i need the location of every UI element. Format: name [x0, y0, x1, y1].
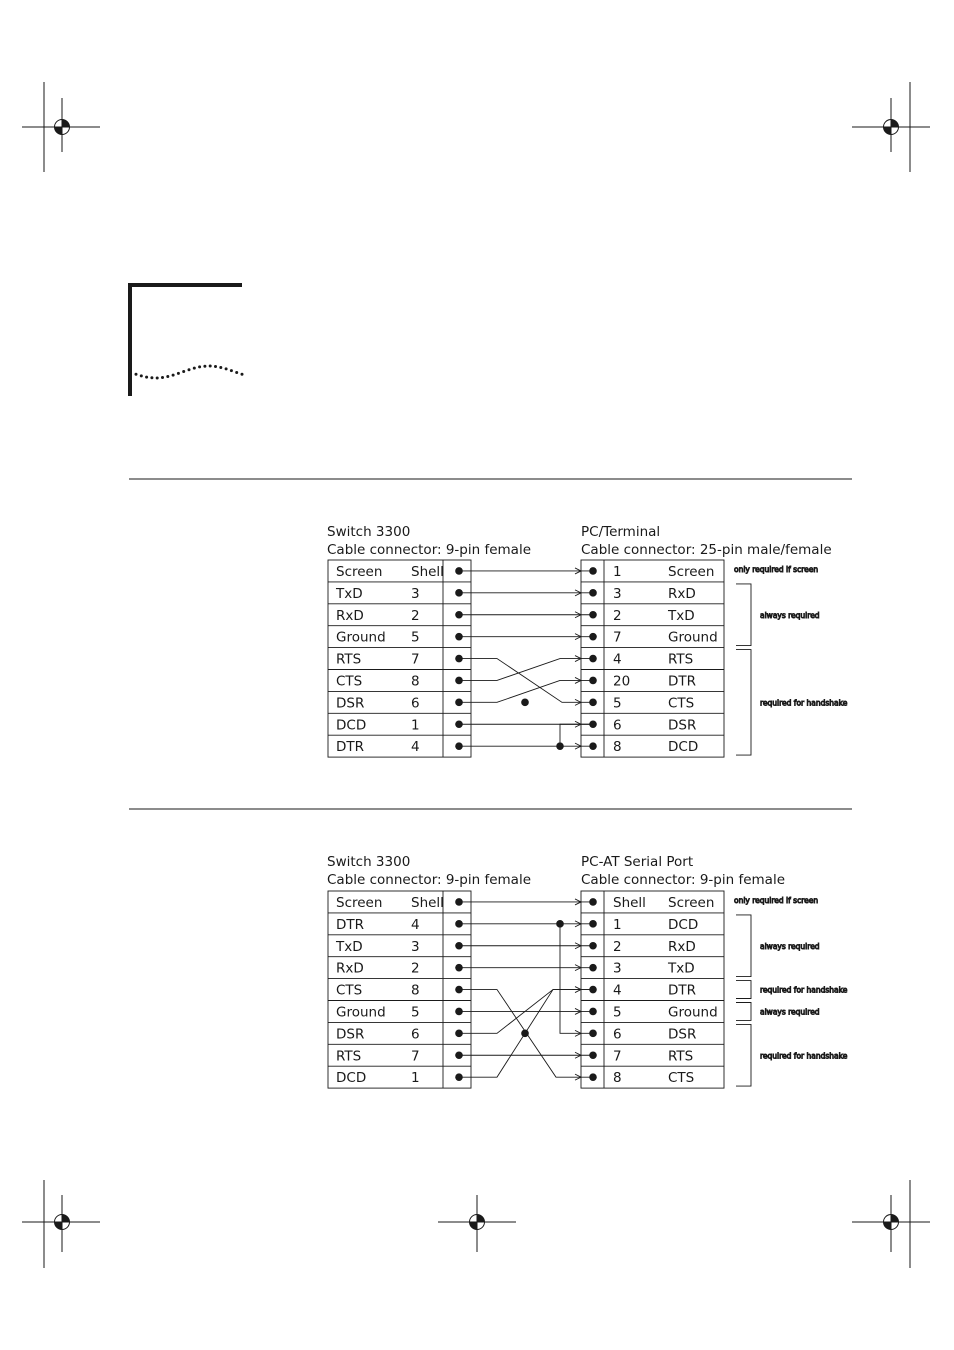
left-signal-label: RxD	[336, 960, 364, 977]
requirement-note: only required if screen	[734, 565, 819, 574]
left-signal-label: Ground	[336, 1004, 386, 1021]
left-pin-label: 7	[411, 651, 420, 668]
right-pin-label: 7	[613, 1048, 622, 1065]
right-pin-label: 6	[613, 1026, 622, 1043]
right-signal-label: DTR	[668, 673, 697, 690]
left-pin-label: Shell	[411, 894, 444, 911]
right-pin-label: 1	[613, 916, 622, 933]
left-connector-subtitle: Cable connector: 9-pin female	[327, 542, 532, 558]
right-pin-label: 6	[613, 717, 622, 734]
left-pin-label: 1	[411, 717, 420, 734]
left-signal-label: TxD	[336, 938, 363, 955]
table-row	[336, 1004, 420, 1020]
right-connector-table	[581, 560, 724, 757]
right-pin-label: 4	[613, 651, 622, 668]
table-row	[336, 895, 444, 911]
pin-dot	[455, 611, 463, 619]
wire	[459, 659, 593, 681]
table-row	[336, 564, 444, 580]
junction-dot	[521, 1030, 529, 1038]
right-connector-table	[581, 891, 724, 1088]
pin-dot	[455, 964, 463, 972]
pin-dot	[589, 655, 597, 663]
pinout-diagram-2	[327, 854, 848, 1088]
left-signal-label: DTR	[336, 739, 365, 756]
table-row	[613, 630, 718, 646]
table-row	[613, 961, 695, 977]
junction-dot	[556, 742, 564, 750]
left-signal-label: CTS	[336, 673, 363, 690]
wave-dot	[209, 365, 212, 368]
table-row	[613, 1004, 718, 1020]
wave-dot	[188, 368, 191, 371]
pin-dot	[589, 1073, 597, 1081]
table-row	[613, 895, 714, 911]
table-row	[336, 608, 420, 624]
right-signal-label: TxD	[668, 960, 695, 977]
table-row	[336, 1048, 420, 1064]
junction-dot	[521, 699, 529, 707]
table-row	[336, 673, 420, 689]
pin-dot	[455, 1008, 463, 1016]
wave-dot	[214, 365, 217, 368]
requirement-bracket	[736, 915, 751, 977]
pin-dot	[589, 920, 597, 928]
wave-dot	[241, 373, 244, 376]
left-pin-label: 5	[411, 1004, 420, 1021]
table-row	[336, 961, 420, 977]
wave-dot	[161, 376, 164, 379]
right-pin-label: 1	[613, 563, 622, 580]
requirement-note: always required	[760, 1007, 820, 1017]
right-pin-label: 7	[613, 629, 622, 646]
table-row	[336, 652, 420, 668]
right-pin-label: 2	[613, 938, 622, 955]
table-row	[613, 1070, 694, 1086]
pin-dot	[455, 655, 463, 663]
pin-dot	[589, 942, 597, 950]
table-row	[336, 739, 420, 755]
right-pin-label: 3	[613, 960, 622, 977]
table-row	[613, 1048, 693, 1064]
registration-marks	[22, 82, 930, 1268]
table-row	[613, 1026, 696, 1042]
right-signal-label: RxD	[668, 585, 696, 602]
pin-dot	[589, 964, 597, 972]
requirement-note: always required	[760, 610, 820, 620]
left-pin-label: 6	[411, 695, 420, 712]
wave-dot	[225, 367, 228, 370]
right-signal-label: DSR	[668, 1026, 697, 1043]
wave-dot	[140, 374, 143, 377]
right-pin-label: 5	[613, 695, 622, 712]
requirement-bracket	[736, 650, 751, 756]
table-row	[336, 1026, 420, 1042]
left-pin-label: 3	[411, 938, 420, 955]
pin-dot	[455, 920, 463, 928]
pin-dot	[589, 1008, 597, 1016]
wave-dot	[203, 365, 206, 368]
left-pin-label: 8	[411, 982, 420, 999]
pin-dot	[589, 986, 597, 994]
left-signal-label: DTR	[336, 916, 365, 933]
right-signal-label: TxD	[668, 607, 695, 624]
pin-dot	[455, 677, 463, 685]
left-signal-label: DCD	[336, 717, 367, 734]
table-row	[613, 695, 694, 711]
requirement-bracket	[736, 981, 751, 999]
requirement-note: required for handshake	[760, 985, 848, 995]
left-pin-label: 1	[411, 1070, 420, 1087]
right-signal-label: CTS	[668, 695, 695, 712]
requirement-note: required for handshake	[760, 698, 848, 708]
pin-dot	[455, 1073, 463, 1081]
right-signal-label: Ground	[668, 1004, 718, 1021]
right-pin-label: 20	[613, 673, 631, 690]
table-row	[613, 652, 693, 668]
table-row	[613, 564, 714, 580]
right-signal-label: DTR	[668, 982, 697, 999]
pin-dot	[455, 720, 463, 728]
wave-dot	[198, 365, 201, 368]
pin-dot	[455, 1051, 463, 1059]
left-signal-label: RTS	[336, 651, 362, 668]
wave-dot	[193, 367, 196, 370]
table-row	[336, 630, 420, 646]
right-signal-label: RTS	[668, 1048, 694, 1065]
right-pin-label: 8	[613, 739, 622, 756]
left-signal-label: TxD	[336, 585, 363, 602]
right-connector-subtitle: Cable connector: 9-pin female	[581, 872, 786, 888]
wave-dot	[172, 374, 175, 377]
table-row	[335, 586, 420, 602]
pin-dot	[589, 720, 597, 728]
left-signal-label: DSR	[336, 1026, 365, 1043]
wave-dot	[230, 369, 233, 372]
pinout-diagram-1	[327, 524, 848, 757]
left-signal-label: CTS	[336, 982, 363, 999]
table-row	[613, 586, 696, 602]
table-row	[336, 695, 420, 711]
wave-dot	[166, 375, 169, 378]
left-pin-label: 4	[411, 739, 420, 756]
wave-dot	[177, 372, 180, 375]
table-row	[336, 1070, 420, 1086]
table-row	[335, 939, 420, 955]
table-row	[613, 917, 698, 933]
left-signal-label: RxD	[336, 607, 364, 624]
right-signal-label: Screen	[668, 563, 715, 580]
pin-dot	[589, 742, 597, 750]
requirement-note: required for handshake	[760, 1051, 848, 1061]
requirement-note: always required	[760, 941, 820, 951]
right-pin-label: 5	[613, 1004, 622, 1021]
right-pin-label: 3	[613, 585, 622, 602]
pin-dot	[455, 567, 463, 575]
pin-dot	[455, 986, 463, 994]
left-signal-label: Screen	[336, 563, 383, 580]
right-signal-label: RTS	[668, 651, 694, 668]
table-row	[336, 717, 420, 733]
right-signal-label: DCD	[668, 916, 699, 933]
pin-dot	[455, 633, 463, 641]
right-signal-label: CTS	[668, 1070, 695, 1087]
wave-dot	[182, 370, 185, 373]
pin-dot	[589, 633, 597, 641]
right-signal-label: RxD	[668, 938, 696, 955]
right-signal-label: DCD	[668, 739, 699, 756]
left-pin-label: 7	[411, 1048, 420, 1065]
requirement-bracket	[736, 1003, 751, 1021]
pin-dot	[589, 567, 597, 575]
pin-dot	[589, 589, 597, 597]
pin-dot	[455, 699, 463, 707]
left-pin-label: 6	[411, 1026, 420, 1043]
wave-dot	[219, 366, 222, 369]
table-row	[336, 983, 420, 999]
left-signal-label: Screen	[336, 894, 383, 911]
left-pin-label: 4	[411, 916, 420, 933]
left-pin-label: 2	[411, 607, 420, 624]
right-connector-title: PC-AT Serial Port	[581, 854, 694, 870]
chapter-corner-decoration	[128, 283, 242, 396]
table-row	[613, 983, 696, 999]
left-connector-title: Switch 3300	[327, 524, 411, 540]
pin-dot	[455, 742, 463, 750]
pin-dot	[455, 589, 463, 597]
junction-dot	[556, 920, 564, 928]
table-row	[613, 739, 698, 755]
table-row	[613, 939, 696, 955]
wave-dot	[235, 371, 238, 374]
pin-dot	[455, 1030, 463, 1038]
pin-dot	[589, 1030, 597, 1038]
pin-dot	[589, 611, 597, 619]
right-pin-label: 8	[613, 1070, 622, 1087]
right-pin-label: 2	[613, 607, 622, 624]
left-pin-label: 8	[411, 673, 420, 690]
table-row	[336, 917, 420, 933]
right-pin-label: 4	[613, 982, 622, 999]
left-pin-label: Shell	[411, 563, 444, 580]
wave-dot	[150, 376, 153, 379]
right-pin-label: Shell	[613, 894, 646, 911]
left-pin-label: 5	[411, 629, 420, 646]
left-signal-label: DCD	[336, 1070, 367, 1087]
wave-dot	[156, 377, 159, 380]
right-signal-label: Ground	[668, 629, 718, 646]
requirement-bracket	[736, 584, 751, 646]
table-row	[613, 608, 695, 624]
left-connector-subtitle: Cable connector: 9-pin female	[327, 872, 532, 888]
table-row	[613, 717, 696, 733]
right-signal-label: DSR	[668, 717, 697, 734]
pin-dot	[589, 898, 597, 906]
wave-dot	[145, 376, 148, 379]
left-pin-label: 3	[411, 585, 420, 602]
pin-dot	[455, 942, 463, 950]
pin-dot	[455, 898, 463, 906]
table-row	[613, 673, 696, 689]
left-connector-title: Switch 3300	[327, 854, 411, 870]
pin-dot	[589, 1051, 597, 1059]
chapter-dotted-wave	[135, 365, 244, 380]
right-signal-label: Screen	[668, 894, 715, 911]
left-signal-label: DSR	[336, 695, 365, 712]
wave-dot	[135, 373, 138, 376]
right-connector-subtitle: Cable connector: 25-pin male/female	[581, 542, 832, 558]
left-pin-label: 2	[411, 960, 420, 977]
pin-dot	[589, 699, 597, 707]
requirement-note: only required if screen	[734, 896, 819, 905]
left-signal-label: Ground	[336, 629, 386, 646]
right-connector-title: PC/Terminal	[581, 524, 661, 540]
requirement-bracket	[736, 1024, 751, 1086]
pin-dot	[589, 677, 597, 685]
left-signal-label: RTS	[336, 1048, 362, 1065]
